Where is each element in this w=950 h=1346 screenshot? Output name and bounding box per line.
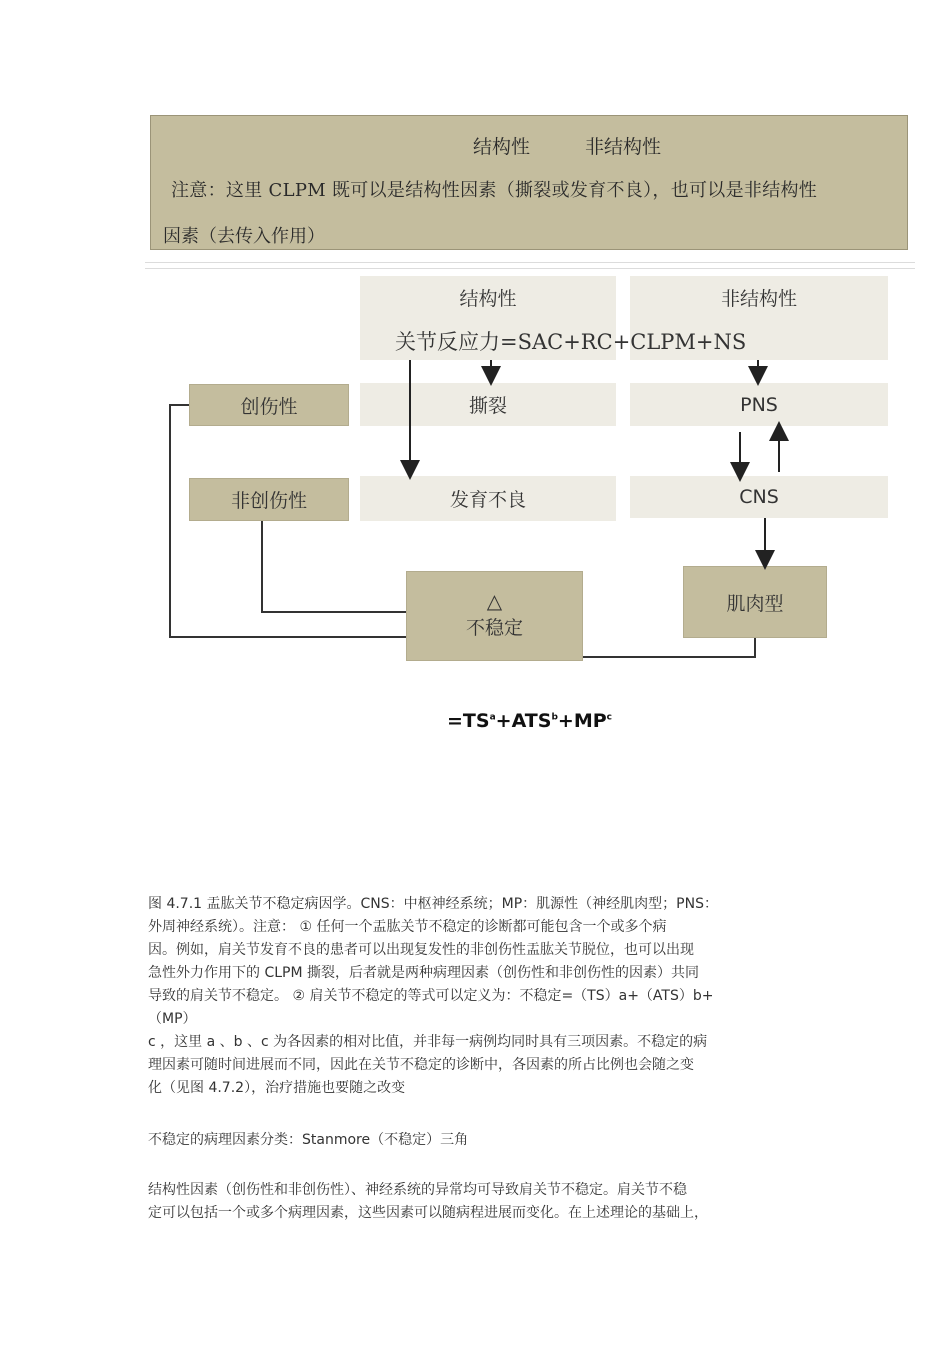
- dysplasia-label: 发育不良: [449, 489, 526, 511]
- caption-line: 理因素可随时间进展而不同，因此在关节不稳定的诊断中，各因素的所占比例也会随之变: [148, 1057, 694, 1073]
- instability-box: [406, 571, 583, 661]
- eq-sup-a: a: [489, 712, 496, 723]
- cns-box: [630, 476, 888, 518]
- muscular-loop-line: [583, 638, 755, 657]
- note-line-2: 因素（去传入作用）: [163, 226, 325, 247]
- eq-mp: +MP: [557, 710, 607, 732]
- structural-label: 结构性: [459, 288, 517, 310]
- caption-line: 图 4.7.1 盂肱关节不稳定病因学。CNS：中枢神经系统；MP：肌源性（神经肌肉型；PNS：: [148, 896, 718, 912]
- traumatic-label: 创伤性: [240, 395, 298, 418]
- formula-label: 关节反应力=SAC+RC+CLPM+NS: [395, 330, 747, 354]
- traumatic-loop-line: [170, 405, 407, 637]
- pns-box: [630, 383, 888, 426]
- caption-line: 外周神经系统）。注意： ① 任何一个盂肱关节不稳定的诊断都可能包含一个或多个病: [148, 919, 667, 935]
- nonstructural-label: 非结构性: [720, 288, 797, 310]
- instability-label: 不稳定: [465, 617, 523, 639]
- caption-line: 导致的肩关节不稳定。 ② 肩关节不稳定的等式可以定义为：不稳定=（TS）a+（ATS）b+: [148, 988, 714, 1004]
- tear-box: [360, 383, 616, 426]
- body-line: 结构性因素（创伤性和非创伤性）、神经系统的异常均可导致肩关节不稳定。肩关节不稳: [148, 1182, 687, 1198]
- eq-ts: =TS: [447, 710, 490, 732]
- note-line-1: 注意：这里 CLPM 既可以是结构性因素（撕裂或发育不良），也可以是非结构性: [171, 180, 818, 201]
- eq-sup-c: c: [606, 712, 613, 723]
- atraumatic-loop-line: [262, 521, 407, 612]
- caption-line: 因。例如，肩关节发育不良的患者可以出现复发性的非创伤性盂肱关节脱位，也可以出现: [148, 942, 694, 958]
- dysplasia-box: [360, 476, 616, 521]
- caption-line: 急性外力作用下的 CLPM 撕裂，后者就是两种病理因素（创伤性和非创伤性的因素）共同: [148, 965, 699, 981]
- note-heading-nonstructural: 非结构性: [585, 136, 662, 158]
- figure-caption: [148, 893, 810, 1100]
- traumatic-box: [189, 384, 349, 426]
- section-heading-text: 不稳定的病理因素分类：Stanmore（不稳定）三角: [148, 1132, 469, 1148]
- eq-sup-b: b: [551, 712, 558, 723]
- body-line: 定可以包括一个或多个病理因素，这些因素可以随病程进展而变化。在上述理论的基础上，: [148, 1205, 708, 1221]
- atraumatic-label: 非创伤性: [230, 490, 307, 512]
- muscular-label: 肌肉型: [726, 592, 784, 615]
- pns-label: PNS: [740, 393, 778, 416]
- atraumatic-box: [189, 478, 349, 521]
- note-heading-structural: 结构性: [473, 136, 531, 158]
- instability-equation: [447, 710, 612, 732]
- caption-line: （MP）: [148, 1011, 197, 1027]
- caption-line: 化（见图 4.7.2），治疗措施也要随之改变: [148, 1080, 406, 1096]
- muscular-box: [683, 566, 827, 638]
- triangle-icon: △: [486, 589, 503, 613]
- tear-label: 撕裂: [468, 395, 507, 417]
- caption-line: c ，这里 a 、b 、c 为各因素的相对比值，并非每一病例均同时具有三项因素。不稳定的病: [148, 1034, 708, 1050]
- section-heading: [148, 1129, 810, 1152]
- cns-label: CNS: [739, 486, 779, 508]
- eq-ats: +ATS: [495, 710, 552, 732]
- body-paragraph: [148, 1179, 810, 1225]
